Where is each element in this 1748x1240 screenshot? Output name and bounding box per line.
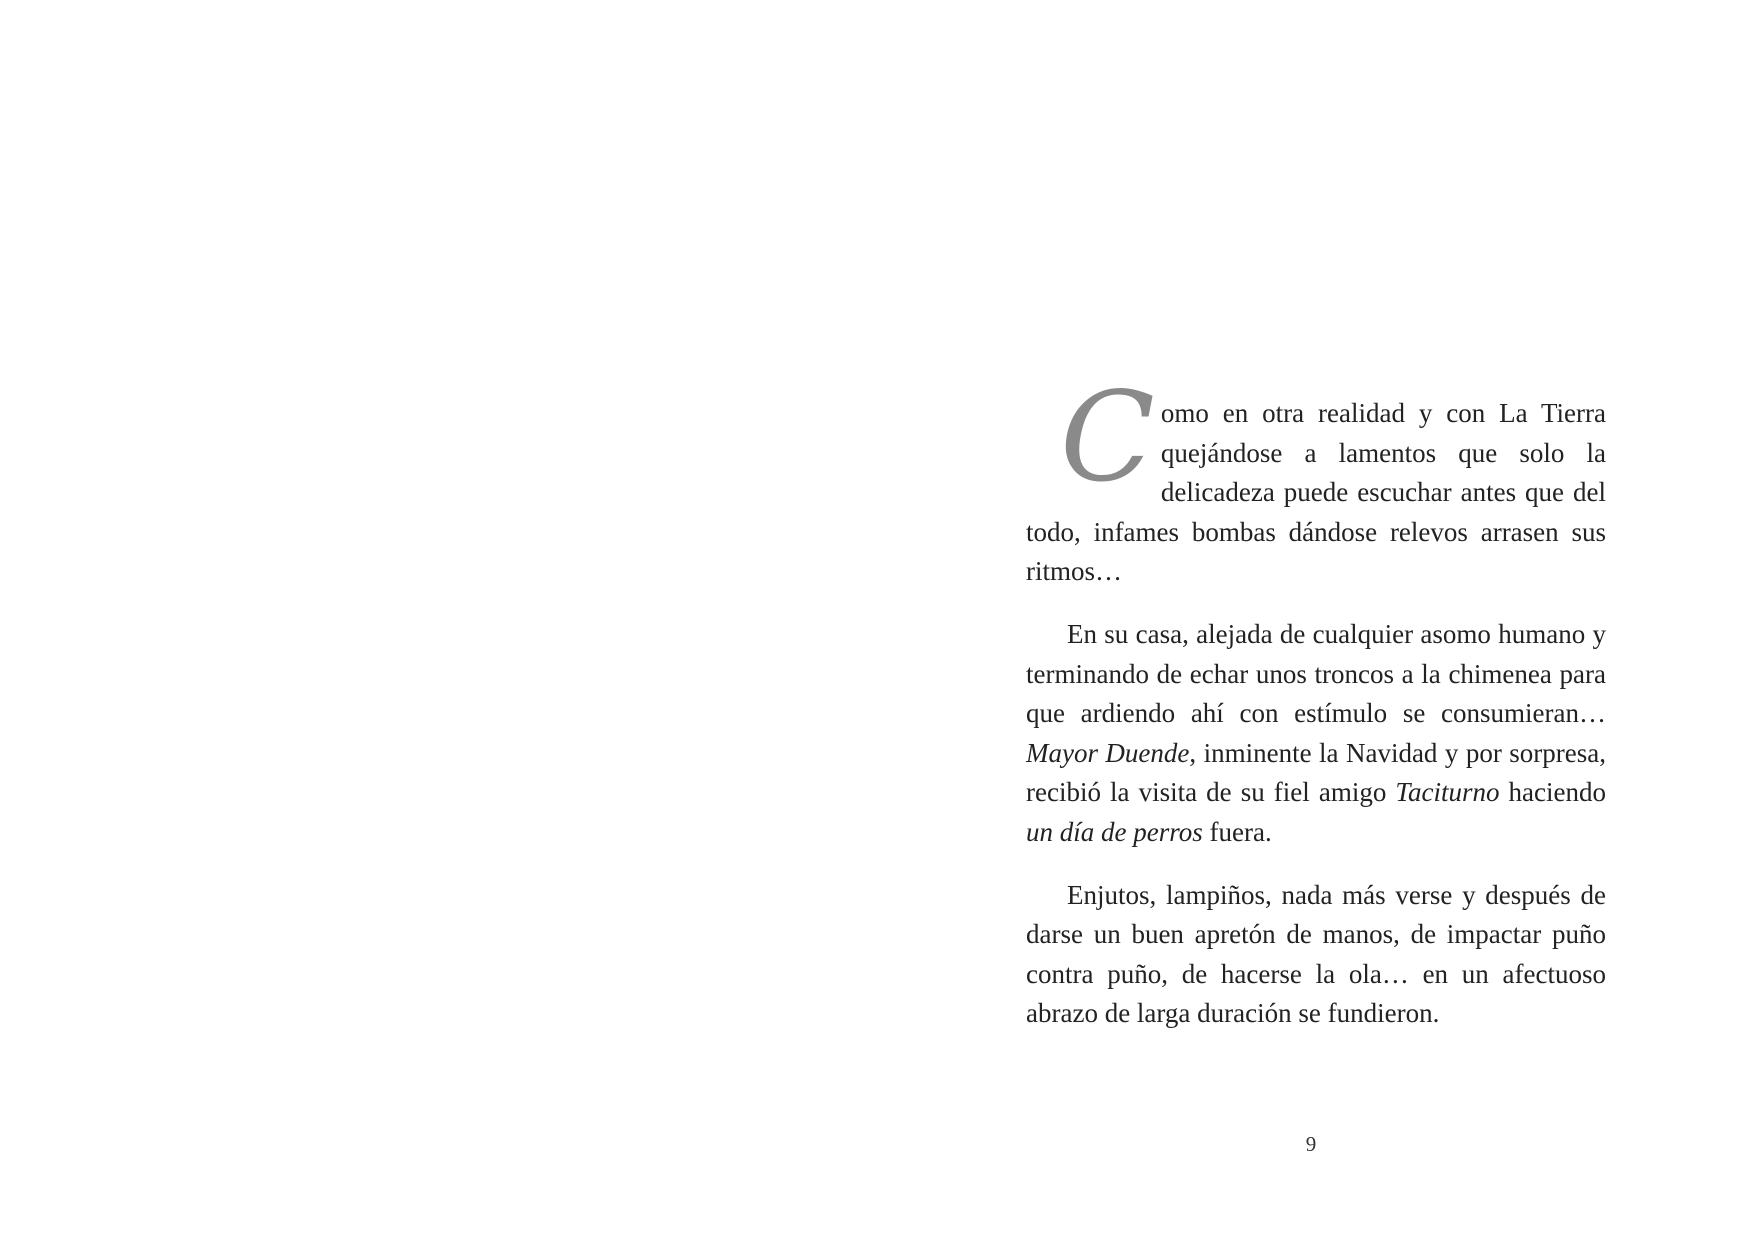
paragraph-2-text-a: En su casa, alejada de cualquier asomo humano y terminando de echar unos troncos a la chimenea para que ardiendo ahí con estímulo se consumieran…: [1026, 619, 1606, 728]
italic-taciturno: Taciturno: [1395, 777, 1500, 807]
paragraph-1: [1026, 366, 1606, 592]
drop-cap: C: [1060, 366, 1155, 510]
page-number: 9: [1305, 1132, 1317, 1156]
italic-mayor-duende: Mayor Duende: [1026, 737, 1190, 768]
paragraph-3: [1026, 876, 1606, 1034]
paragraph-1-text: omo en otra realidad y con La Tierra quejándose a lamentos que solo la delicadeza puede escuchar antes que del todo, infames bombas dándose relevos arrasen sus ritmos…: [1026, 398, 1606, 586]
right-page: [874, 0, 1748, 1240]
paragraph-2-text-c: haciendo: [1499, 777, 1606, 807]
body-text: [1026, 366, 1606, 1057]
paragraph-2: [1026, 615, 1606, 852]
paragraph-3-text: Enjutos, lampiños, nada más verse y después de darse un buen apretón de manos, de impactar puño contra puño, de hacerse la ola… en un afectuoso abrazo de larga duración se fundieron.: [1026, 879, 1606, 1028]
italic-dia-de-perros: un día de perros: [1026, 816, 1203, 847]
paragraph-2-text-d: fuera.: [1202, 816, 1272, 847]
paragraph-2-text-b: , inminente la Navidad y por sorpresa, recibió la visita de su fiel amigo: [1026, 737, 1606, 807]
